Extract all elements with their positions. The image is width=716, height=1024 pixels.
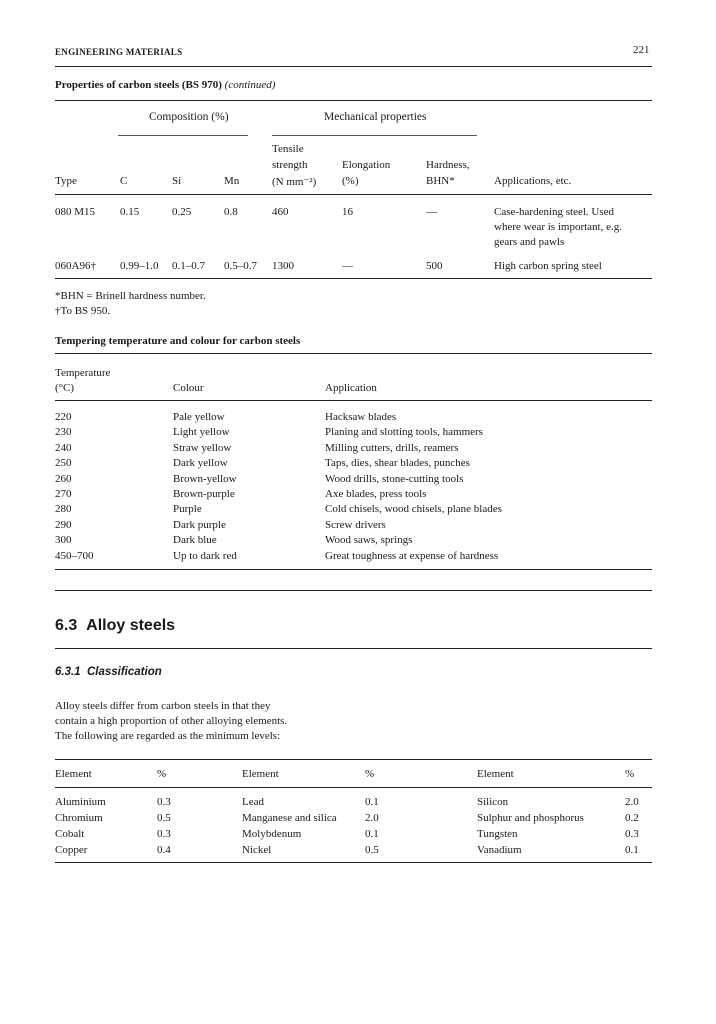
- hdr-tensile-2: strength: [272, 159, 308, 171]
- alloy-element-name: Aluminium: [55, 796, 106, 808]
- table-row-app: Cold chisels, wood chisels, plane blades: [325, 503, 502, 516]
- table-row-mn: 0.5–0.7: [224, 260, 257, 272]
- table-row-app-line: where wear is important, e.g.: [494, 221, 622, 233]
- table-row-temp: 250: [55, 457, 72, 470]
- table-row-temp: 230: [55, 426, 72, 439]
- table-row-si: 0.25: [172, 206, 192, 218]
- table-row-temp: 290: [55, 518, 72, 531]
- alloy-element-percent: 0.1: [625, 844, 639, 856]
- table-row-c: 0.99–1.0: [120, 260, 159, 272]
- alloy-hdr-element: Element: [55, 768, 92, 780]
- table-row-tensile: 460: [272, 206, 289, 218]
- subsection-heading: [55, 666, 162, 678]
- table-row-colour: Light yellow: [173, 426, 230, 439]
- table-row-hard: —: [426, 206, 437, 218]
- table-row-colour: Brown-yellow: [173, 472, 237, 485]
- paragraph-line: contain a high proportion of other alloying elements.: [55, 715, 288, 727]
- table-row-type: 060A96†: [55, 260, 96, 272]
- table-row-app: Wood drills, stone-cutting tools: [325, 472, 464, 485]
- page-number: 221: [633, 44, 650, 56]
- section-title: Alloy steels: [86, 617, 176, 634]
- table-row-app: Taps, dies, shear blades, punches: [325, 457, 470, 470]
- table-row-mn: 0.8: [224, 206, 238, 218]
- hdr-tensile-1: Tensile: [272, 143, 304, 155]
- footnote-bs950: †To BS 950.: [55, 305, 111, 317]
- running-head: ENGINEERING MATERIALS: [55, 47, 183, 57]
- alloy-element-percent: 2.0: [365, 812, 379, 824]
- hdr-temperature-1: Temperature: [55, 367, 111, 379]
- hdr-temperature-2: (°C): [55, 382, 75, 394]
- hdr-application: Application: [325, 382, 377, 394]
- alloy-element-name: Vanadium: [477, 844, 522, 856]
- table-row-type: 080 M15: [55, 206, 96, 218]
- carbon-header-rule: [55, 194, 652, 195]
- table-row-elong: 16: [342, 206, 353, 218]
- table-row-app: Great toughness at expense of hardness: [325, 549, 499, 562]
- alloy-element-name: Lead: [242, 796, 264, 808]
- table-row-colour: Purple: [173, 503, 202, 516]
- table-row-app: Hacksaw blades: [325, 411, 397, 423]
- group-mechanical: Mechanical properties: [324, 111, 427, 123]
- hdr-type: Type: [55, 175, 77, 187]
- table-row-colour: Straw yellow: [173, 441, 232, 454]
- table-row-tensile: 1300: [272, 260, 294, 272]
- table-row-colour: Dark purple: [173, 518, 226, 531]
- composition-rule: [118, 135, 248, 136]
- section-heading: [55, 617, 175, 635]
- table-row-colour: Pale yellow: [173, 411, 225, 423]
- table-row-si: 0.1–0.7: [172, 260, 205, 272]
- alloy-hdr-element: Element: [242, 768, 279, 780]
- header-rule: [55, 66, 652, 67]
- table-row-colour: Dark yellow: [173, 457, 228, 470]
- carbon-table-title-suffix: (continued): [224, 79, 276, 91]
- alloy-bottom-rule: [55, 862, 652, 863]
- table-row-app: Milling cutters, drills, reamers: [325, 441, 459, 454]
- alloy-element-name: Nickel: [242, 844, 272, 856]
- alloy-element-percent: 0.4: [157, 844, 171, 856]
- alloy-hdr-percent: %: [625, 768, 635, 780]
- table-row-app: Wood saws, springs: [325, 534, 413, 547]
- alloy-top-rule: [55, 759, 652, 760]
- hdr-colour: Colour: [173, 382, 204, 394]
- footnote-bhn: *BHN = Brinell hardness number.: [55, 290, 206, 302]
- table-row-app-line: Case-hardening steel. Used: [494, 206, 615, 218]
- table-row-colour: Brown-purple: [173, 488, 235, 500]
- alloy-hdr-percent: %: [157, 768, 167, 780]
- alloy-element-name: Chromium: [55, 812, 103, 824]
- alloy-element-name: Copper: [55, 844, 88, 856]
- table-row-temp: 270: [55, 488, 72, 500]
- hdr-elong-1: Elongation: [342, 159, 391, 171]
- table-row-app: Planing and slotting tools, hammers: [325, 426, 483, 439]
- section-top-rule: [55, 590, 652, 591]
- carbon-table-top-rule: [55, 100, 652, 101]
- carbon-table-title: [55, 79, 275, 91]
- alloy-element-percent: 0.5: [157, 812, 171, 824]
- carbon-table-title-text: Properties of carbon steels (BS 970): [55, 79, 222, 91]
- hdr-hard-1: Hardness,: [426, 159, 470, 171]
- hdr-c: C: [120, 175, 128, 187]
- tempering-table-title: Tempering temperature and colour for carbon steels: [55, 335, 301, 347]
- section-number: 6.3: [55, 617, 78, 634]
- table-row-c: 0.15: [120, 206, 140, 218]
- table-row-hard: 500: [426, 260, 443, 272]
- group-composition: Composition (%): [149, 111, 229, 123]
- table-row-app-line: gears and pawls: [494, 236, 565, 248]
- alloy-element-name: Cobalt: [55, 828, 85, 840]
- subsection-number: 6.3.1: [55, 666, 81, 678]
- hdr-elong-2: (%): [342, 175, 359, 187]
- alloy-hdr-percent: %: [365, 768, 375, 780]
- section-rule: [55, 648, 652, 649]
- alloy-element-percent: 0.1: [365, 828, 379, 840]
- alloy-element-name: Silicon: [477, 796, 509, 808]
- mechanical-rule: [272, 135, 477, 136]
- hdr-applications: Applications, etc.: [494, 175, 572, 187]
- paragraph-line: The following are regarded as the minimum levels:: [55, 730, 281, 742]
- table-row-temp: 260: [55, 472, 72, 485]
- carbon-bottom-rule: [55, 278, 652, 279]
- table-row-temp: 450–700: [55, 549, 94, 562]
- alloy-element-name: Molybdenum: [242, 828, 302, 840]
- table-row-colour: Up to dark red: [173, 549, 237, 562]
- hdr-tensile-3: (N mm⁻²): [272, 176, 317, 188]
- alloy-element-percent: 0.5: [365, 844, 379, 856]
- tempering-bottom-rule: [55, 569, 652, 570]
- hdr-hard-2: BHN*: [426, 175, 455, 187]
- alloy-hdr-element: Element: [477, 768, 514, 780]
- alloy-element-name: Sulphur and phosphorus: [477, 812, 584, 824]
- table-row-app: Axe blades, press tools: [325, 488, 427, 500]
- table-row-app: Screw drivers: [325, 518, 386, 531]
- alloy-header-rule: [55, 787, 652, 788]
- subsection-title: Classification: [86, 666, 162, 678]
- alloy-element-percent: 2.0: [625, 796, 639, 808]
- table-row-temp: 300: [55, 534, 72, 547]
- table-row-app-line: High carbon spring steel: [494, 260, 602, 272]
- alloy-element-percent: 0.3: [157, 828, 171, 840]
- table-row-temp: 240: [55, 441, 72, 454]
- alloy-element-name: Manganese and silica: [242, 812, 337, 824]
- table-row-elong: —: [342, 260, 353, 272]
- alloy-element-name: Tungsten: [477, 828, 518, 840]
- table-row-temp: 280: [55, 503, 72, 516]
- table-row-temp: 220: [55, 411, 72, 423]
- tempering-header-rule: [55, 400, 652, 401]
- hdr-si: Si: [172, 175, 182, 187]
- alloy-element-percent: 0.1: [365, 796, 379, 808]
- hdr-mn: Mn: [224, 175, 240, 187]
- tempering-top-rule: [55, 353, 652, 354]
- alloy-element-percent: 0.3: [625, 828, 639, 840]
- table-row-colour: Dark blue: [173, 534, 217, 547]
- alloy-element-percent: 0.2: [625, 812, 639, 824]
- alloy-element-percent: 0.3: [157, 796, 171, 808]
- paragraph-line: Alloy steels differ from carbon steels in that they: [55, 700, 271, 712]
